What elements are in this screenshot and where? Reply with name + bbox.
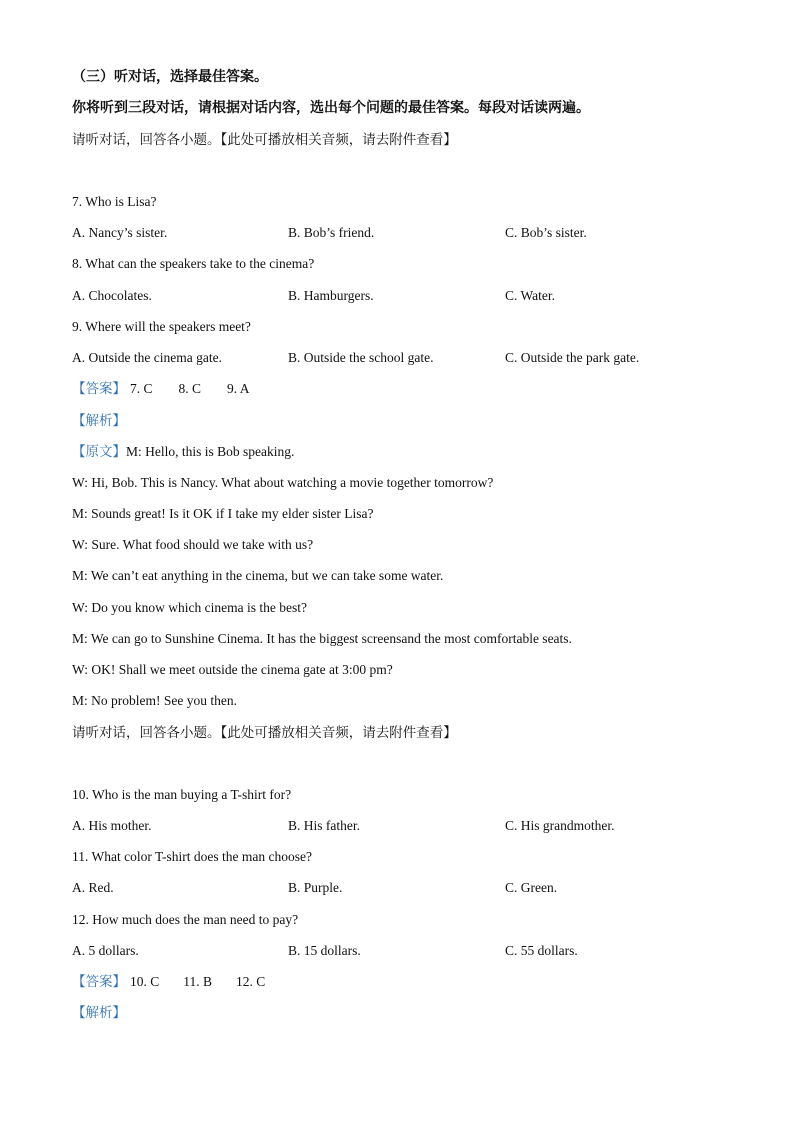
dialog1-analysis: [72, 412, 126, 430]
answer-tag: 【答案】: [72, 974, 126, 990]
question-10: 10. Who is the man buying a T-shirt for?: [72, 787, 292, 802]
transcript-line: M: No problem! See you then.: [72, 693, 237, 708]
q12-option-a: A. 5 dollars.: [72, 943, 139, 958]
q10-option-a: A. His mother.: [72, 818, 152, 833]
q7-option-b: B. Bob’s friend.: [288, 225, 375, 240]
answer-item: 9. A: [227, 381, 250, 396]
transcript-line: M: We can’t eat anything in the cinema, but we can take some water.: [72, 568, 444, 583]
answer-item: 7. C: [130, 381, 153, 396]
q9-option-c: C. Outside the park gate.: [505, 350, 640, 365]
analysis-tag: 【解析】: [72, 1005, 126, 1021]
q11-option-c: C. Green.: [505, 880, 558, 895]
q11-option-a: A. Red.: [72, 880, 114, 895]
q8-option-b: B. Hamburgers.: [288, 288, 374, 303]
transcript-line: M: Sounds great! Is it OK if I take my elder sister Lisa?: [72, 506, 374, 521]
q9-option-a: A. Outside the cinema gate.: [72, 350, 222, 365]
question-12: 12. How much does the man need to pay?: [72, 912, 299, 927]
q10-option-c: C. His grandmother.: [505, 818, 615, 833]
dialog2-analysis: [72, 1004, 126, 1022]
question-8: 8. What can the speakers take to the cinema?: [72, 256, 315, 271]
analysis-tag: 【解析】: [72, 413, 126, 429]
q12-option-b: B. 15 dollars.: [288, 943, 361, 958]
transcript-line: W: OK! Shall we meet outside the cinema gate at 3:00 pm?: [72, 662, 393, 677]
q8-option-a: A. Chocolates.: [72, 288, 152, 303]
transcript-line: W: Do you know which cinema is the best?: [72, 600, 307, 615]
transcript-line: W: Hi, Bob. This is Nancy. What about watching a movie together tomorrow?: [72, 475, 494, 490]
transcript-line: [72, 443, 294, 461]
instruction-text: 你将听到三段对话，请根据对话内容，选出每个问题的最佳答案。每段对话读两遍。: [72, 100, 590, 116]
original-tag: 【原文】: [72, 444, 126, 460]
q11-option-b: B. Purple.: [288, 880, 343, 895]
answer-item: 12. C: [236, 974, 266, 989]
dialog1-answers: [72, 380, 250, 398]
question-9: 9. Where will the speakers meet?: [72, 319, 251, 334]
dialog2-prompt: 请听对话，回答各小题。【此处可播放相关音频，请去附件查看】: [72, 725, 457, 741]
dialog2-answers: [72, 973, 265, 991]
transcript-line: M: We can go to Sunshine Cinema. It has the biggest screensand the most comfortable seats.: [72, 631, 572, 646]
section-title: （三）听对话，选择最佳答案。: [72, 69, 268, 85]
q9-option-b: B. Outside the school gate.: [288, 350, 434, 365]
answer-item: 10. C: [130, 974, 160, 989]
answer-tag: 【答案】: [72, 381, 126, 397]
question-11: 11. What color T-shirt does the man choose?: [72, 849, 312, 864]
q12-option-c: C. 55 dollars.: [505, 943, 578, 958]
q10-option-b: B. His father.: [288, 818, 360, 833]
question-7: 7. Who is Lisa?: [72, 194, 157, 209]
q8-option-c: C. Water.: [505, 288, 556, 303]
q7-option-a: A. Nancy’s sister.: [72, 225, 168, 240]
transcript-text: M: Hello, this is Bob speaking.: [126, 444, 295, 459]
transcript-line: W: Sure. What food should we take with us?: [72, 537, 314, 552]
dialog1-prompt: 请听对话，回答各小题。【此处可播放相关音频，请去附件查看】: [72, 132, 457, 148]
answer-item: 8. C: [178, 381, 202, 396]
answer-item: 11. B: [183, 974, 213, 989]
q7-option-c: C. Bob’s sister.: [505, 225, 587, 240]
